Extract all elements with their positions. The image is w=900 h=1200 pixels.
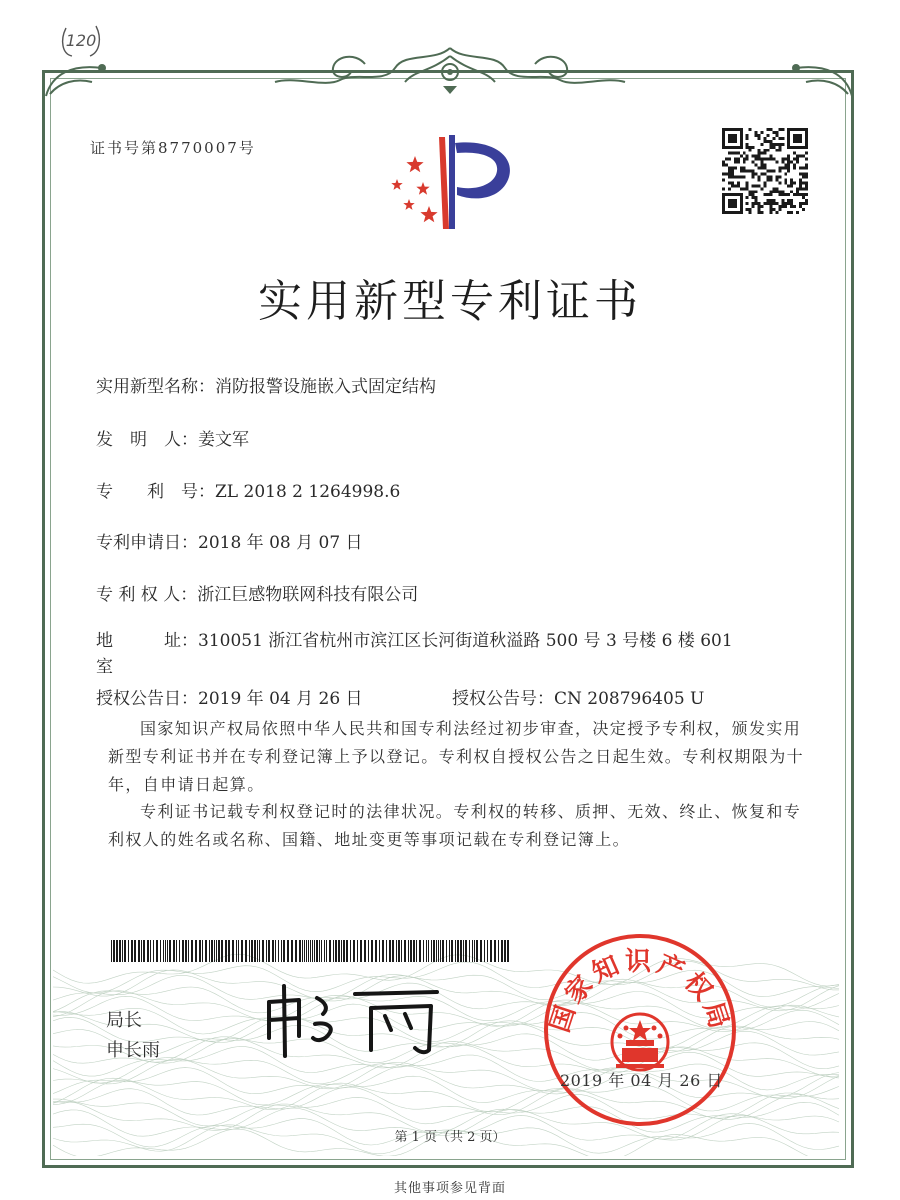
director-signature <box>255 980 460 1060</box>
director-name: 申长雨 <box>106 1040 160 1061</box>
footer-note: 其他事项参见背面 <box>393 1181 506 1196</box>
field-grant-number <box>452 684 704 709</box>
field-value: ZL 2018 2 1264998.6 <box>215 482 401 502</box>
field-value: 姜文军 <box>198 430 249 450</box>
field-inventor <box>96 425 249 450</box>
statement-paragraph-2: 专利证书记载专利权登记时的法律状况。专利权的转移、质押、无效、终止、恢复和专利权人的姓名或名称、国籍、地址变更等事项记载在专利登记簿上。 <box>108 802 802 849</box>
field-grant-date <box>96 684 363 709</box>
field-label: 地 址： <box>96 631 198 651</box>
field-label: 专 利 权 人： <box>96 585 198 605</box>
field-address <box>96 628 736 680</box>
seal-text: 国家知识产权局 <box>545 947 735 1036</box>
certificate-number: 证书号第8770007号 <box>90 139 256 157</box>
field-value: 消防报警设施嵌入式固定结构 <box>215 377 436 397</box>
barcode <box>111 940 511 962</box>
statement-paragraph-1: 国家知识产权局依照中华人民共和国专利法经过初步审查，决定授予专利权，颁发实用新型专利证书并在专利登记簿上予以登记。专利权自授权公告之日起生效。专利权期限为十年，自申请日起算。 <box>108 719 805 794</box>
field-value: CN 208796405 U <box>554 689 705 709</box>
certificate-title: 实用新型专利证书 <box>258 276 642 327</box>
emblem-star <box>391 179 402 190</box>
field-value: 2018 年 08 月 07 日 <box>198 533 363 553</box>
cnipa-emblem <box>383 125 515 235</box>
official-seal <box>540 930 740 1130</box>
top-ornament <box>255 42 645 96</box>
field-label: 实用新型名称： <box>96 377 215 397</box>
field-value: 2019 年 04 月 26 日 <box>198 689 363 709</box>
field-label: 授权公告日： <box>96 689 198 709</box>
qr-code <box>722 128 808 214</box>
emblem-star <box>406 156 423 172</box>
field-value: 310051 浙江省杭州市滨江区长河街道秋溢路 500 号 3 号楼 6 楼 601 室 <box>96 631 733 677</box>
field-patent-number <box>96 477 400 502</box>
corner-ornament-left <box>42 54 112 100</box>
field-utility-model-name <box>96 372 436 397</box>
field-label: 授权公告号： <box>452 689 554 709</box>
field-label: 专利申请日： <box>96 533 198 553</box>
field-filing-date <box>96 528 363 553</box>
corner-ornament-right <box>786 54 856 100</box>
field-label: 专 利 号： <box>96 482 215 502</box>
emblem-star <box>416 182 429 195</box>
emblem-star <box>403 199 414 210</box>
seal-date: 2019 年 04 月 26 日 <box>560 1071 723 1090</box>
field-label: 发 明 人： <box>96 430 198 450</box>
emblem-star <box>420 206 437 222</box>
director-title: 局长 <box>106 1010 142 1031</box>
field-patentee <box>96 580 418 605</box>
handwritten-mark: 120 <box>58 20 104 60</box>
field-value: 浙江巨感物联网科技有限公司 <box>197 585 419 605</box>
page-number: 第 1 页（共 2 页） <box>394 1130 506 1145</box>
